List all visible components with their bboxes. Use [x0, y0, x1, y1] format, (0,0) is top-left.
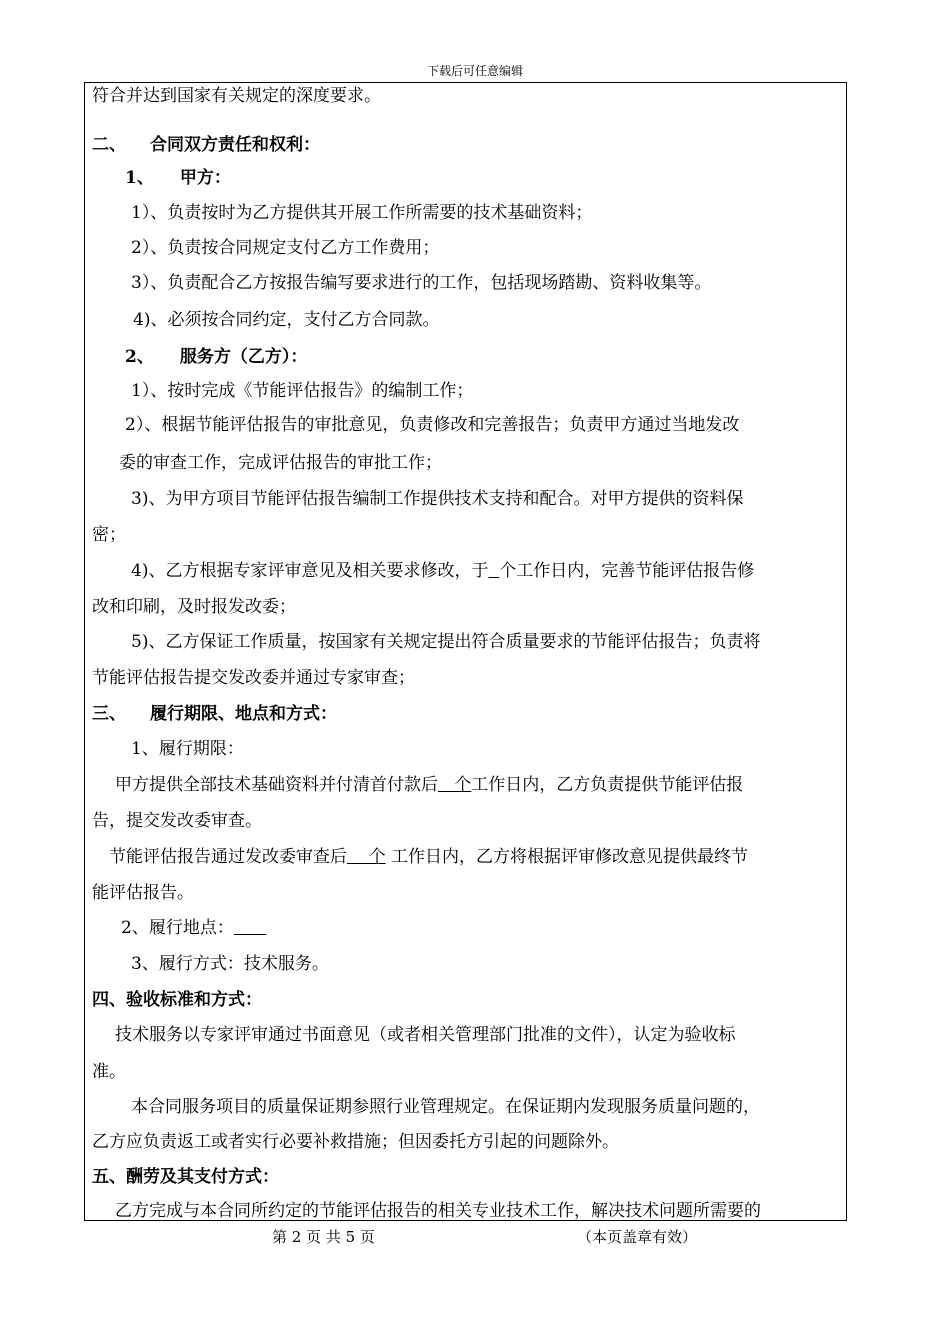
text-line: 1）、负责按时为乙方提供其开展工作所需要的技术基础资料； [131, 203, 593, 223]
text-line: 5)、乙方保证工作质量，按国家有关规定提出符合质量要求的节能评估报告；负责将 [131, 632, 761, 652]
party-title: 甲方： [179, 168, 231, 188]
text-segment: 节能评估报告通过发改委审查后 [109, 847, 347, 867]
text-line: 节能评估报告提交发改委并通过专家审查； [92, 668, 415, 688]
text-line: 3)、为甲方项目节能评估报告编制工作提供技术支持和配合。对甲方提供的资料保 [131, 489, 744, 509]
text-line: 2）、根据节能评估报告的审批意见，负责修改和完善报告；负责甲方通过当地发改 [125, 415, 740, 435]
document-frame [84, 82, 847, 1221]
text-segment: 工作日内，乙方将根据评审修改意见提供最终节 [385, 847, 749, 867]
text-line: 1）、按时完成《节能评估报告》的编制工作； [131, 381, 474, 401]
text-line: 乙方应负责返工或者实行必要补救措施；但因委托方引起的问题除外。 [92, 1132, 619, 1152]
text-line [131, 559, 846, 583]
text-line: 符合并达到国家有关规定的深度要求。 [92, 86, 381, 106]
section-heading-3 [92, 702, 846, 726]
party-number: 2、 [125, 347, 154, 367]
text-line: 能评估报告。 [92, 883, 194, 903]
party-heading-a [125, 166, 846, 190]
blank-field: 个 [438, 775, 472, 795]
section-title: 合同双方责任和权利： [150, 135, 320, 155]
section-heading-5: 五、酬劳及其支付方式： [92, 1167, 279, 1187]
text-line: 2）、负责按合同规定支付乙方工作费用； [131, 238, 440, 258]
text-line: 乙方完成与本合同所约定的节能评估报告的相关专业技术工作，解决技术问题所需要的 [115, 1201, 761, 1221]
section-heading-4: 四、验收标准和方式： [92, 990, 262, 1010]
page-number: 第 2 页 共 5 页 [272, 1228, 375, 1246]
text-line: 3、履行方式：技术服务。 [131, 954, 329, 974]
text-line: 告，提交发改委审查。 [92, 811, 262, 831]
party-heading-b [125, 345, 846, 369]
section-number: 三、 [92, 704, 126, 724]
text-line: 4)、必须按合同约定，支付乙方合同款。 [133, 310, 440, 330]
text-line [121, 916, 846, 940]
party-title: 服务方（乙方）： [179, 347, 308, 367]
text-line [115, 773, 846, 797]
text-line [109, 845, 846, 869]
page-header: 下载后可任意编辑 [426, 64, 523, 78]
text-line: 3）、负责配合乙方按报告编写要求进行的工作，包括现场踏勘、资料收集等。 [131, 273, 712, 293]
blank-field [234, 918, 266, 938]
blank-field [488, 561, 499, 581]
text-segment: 2、履行地点： [121, 918, 234, 938]
blank-field: 个 [347, 847, 386, 867]
party-number: 1、 [125, 168, 154, 188]
section-title: 履行期限、地点和方式： [150, 704, 337, 724]
text-line: 本合同服务项目的质量保证期参照行业管理规定。在保证期内发现服务质量问题的， [131, 1097, 760, 1117]
text-line: 改和印刷，及时报发改委； [92, 597, 296, 617]
text-line: 准。 [92, 1062, 126, 1082]
section-heading-2 [92, 133, 846, 157]
text-segment: 甲方提供全部技术基础资料并付清首付款后 [115, 775, 438, 795]
text-line: 委的审查工作，完成评估报告的审批工作； [119, 453, 442, 473]
text-line: 技术服务以专家评审通过书面意见（或者相关管理部门批准的文件），认定为验收标 [115, 1025, 736, 1045]
stamp-note: （本页盖章有效） [577, 1228, 698, 1246]
text-line: 1、履行期限： [131, 739, 244, 759]
text-line: 密； [92, 525, 126, 545]
text-segment: 4)、乙方根据专家评审意见及相关要求修改，于 [131, 561, 489, 581]
text-segment: 工作日内，乙方负责提供节能评估报 [471, 775, 744, 795]
text-segment: 个工作日内，完善节能评估报告修 [499, 561, 755, 581]
section-number: 二、 [92, 135, 126, 155]
